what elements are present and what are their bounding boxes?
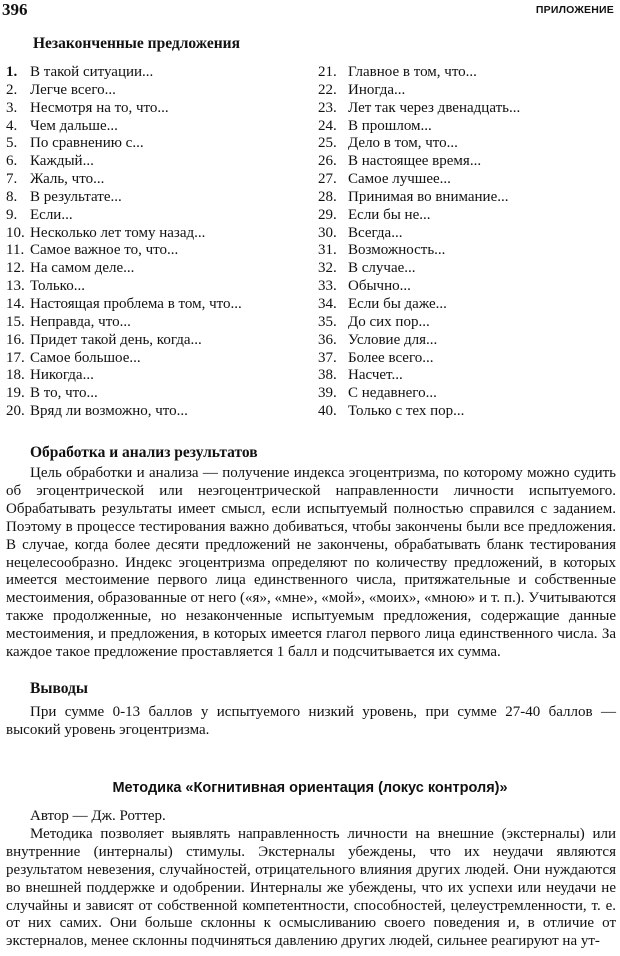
sentence-number: 39. [318,385,337,402]
sentence-item [318,242,614,260]
sentence-item [6,278,306,296]
sentence-text: Вряд ли возможно, что... [30,403,188,420]
sentence-item [318,278,614,296]
sentence-text: Более всего... [348,349,434,366]
sentence-number: 19. [6,385,25,402]
sentence-text: Самое большое... [30,349,141,366]
sentence-item [6,296,306,314]
sentence-number: 30. [318,224,337,241]
sentence-text: В прошлом... [348,117,432,134]
sentence-number: 29. [318,206,337,223]
sentence-text: Только с тех пор... [348,403,465,420]
sentence-item [318,153,614,171]
sentence-number: 11. [6,242,25,259]
sentence-text: Дело в том, что... [348,135,458,152]
sentence-number: 26. [318,153,337,170]
sentence-list-right [318,64,614,421]
sentence-item [6,350,306,368]
sentence-item [6,64,306,82]
sentence-number: 32. [318,260,337,277]
sentence-item [6,260,306,278]
method-author: Автор — Дж. Роттер. [30,808,166,824]
sentence-number: 35. [318,313,337,330]
sentence-number: 1. [6,64,18,80]
processing-text: Цель обработки и анализа — получение индекса эгоцентризма, по которому можно судить об эгоцентрической или неэгоцентрической направленности личности испытуемого. Обрабатывать результаты имеет смысл, если испытуемый полностью справился с заданием. Поэтому в процессе тестирования важно добиваться, чтобы закончены были все предложения. В случае, когда более десяти предложений не закончены, обрабатывать бланк тестирования нецелесообразно. Индекс эгоцентризма определяют по количеству предложений, в которых имеется местоимение первого лица единственного числа, притяжательные и собственные местоимения, образованные от него («я», «мне», «мой», «моих», «мною» и т. п.). Учитываются также продолженные, но незаконченные испытуемым предложения, содержащие данные местоимения, и предложения, в которых имеется глагол первого лица единственного числа. За каждое такое предложение проставляется 1 балл и подсчитывается их сумма. [6,465,616,661]
sentence-number: 31. [318,242,337,259]
sentence-text: Если бы не... [348,206,431,223]
sentence-number: 25. [318,135,337,152]
sentence-text: Придет такой день, когда... [30,331,202,348]
sentence-text: Условие для... [348,331,438,348]
sentence-item [318,296,614,314]
sentence-text: Несмотря на то, что... [30,99,169,116]
sentence-number: 34. [318,295,337,312]
sentence-text: На самом деле... [30,260,135,277]
sentence-item [318,260,614,278]
sentence-text: До сих пор... [348,313,430,330]
sentence-number: 37. [318,349,337,366]
sentence-number: 5. [6,135,18,152]
sentence-number: 17. [6,349,25,366]
sentence-text: Неправда, что... [30,313,131,330]
sentence-number: 22. [318,81,337,98]
sentence-number: 27. [318,171,337,188]
sentence-text: С недавнего... [348,385,437,402]
sentence-text: Главное в том, что... [348,64,477,80]
sentence-item [318,403,614,421]
sentence-item [6,100,306,118]
sentence-number: 33. [318,278,337,295]
sentence-text: По сравнению с... [30,135,144,152]
sentence-text: Никогда... [30,367,94,384]
sentence-number: 20. [6,403,25,420]
sentence-list-left [6,64,306,421]
sentence-text: Настоящая проблема в том, что... [30,295,242,312]
sentence-item [6,385,306,403]
sentence-item [6,189,306,207]
sentence-item [318,189,614,207]
sentence-number: 13. [6,278,25,295]
sentence-text: Легче всего... [30,81,116,98]
sentence-text: Обычно... [348,278,411,295]
sentence-text: Самое важное то, что... [30,242,179,259]
sentence-number: 36. [318,331,337,348]
sentence-text: Всегда... [348,224,403,241]
sentence-text: Несколько лет тому назад... [30,224,206,241]
method-title: Методика «Когнитивная ориентация (локус контроля)» [112,780,508,796]
sentence-item [6,314,306,332]
sentence-number: 10. [6,224,25,241]
sentence-text: Жаль, что... [30,171,105,188]
sentence-item [318,225,614,243]
sentence-number: 2. [6,81,18,98]
sentence-number: 28. [318,188,337,205]
sentence-text: Иногда... [348,81,406,98]
sentence-text: Самое лучшее... [348,171,451,188]
sentence-item [6,153,306,171]
sentence-number: 23. [318,99,337,116]
page-number: 396 [2,0,28,19]
sentence-number: 8. [6,188,18,205]
sentence-item [6,135,306,153]
section-title-processing: Обработка и анализ результатов [30,444,258,461]
sentence-number: 40. [318,403,337,420]
sentence-item [318,171,614,189]
section-title-conclusions: Выводы [30,680,88,697]
sentence-text: Принимая во внимание... [348,188,509,205]
sentence-item [6,332,306,350]
sentence-item [318,332,614,350]
sentence-item [6,225,306,243]
sentence-number: 24. [318,117,337,134]
sentence-item [318,100,614,118]
sentence-number: 14. [6,295,25,312]
sentence-number: 18. [6,367,25,384]
sentence-item [318,82,614,100]
sentence-item [318,350,614,368]
sentence-number: 16. [6,331,25,348]
sentence-text: Каждый... [30,153,94,170]
sentence-item [318,207,614,225]
sentence-text: Если бы даже... [348,295,447,312]
method-paragraph [6,808,616,951]
sentence-text: Возможность... [348,242,446,259]
sentence-number: 21. [318,64,337,80]
sentence-item [318,64,614,82]
sentence-item [6,242,306,260]
method-text: Методика позволяет выявлять направленность личности на внешние (экстерналы) или внутренние (интерналы) стимулы. Экстерналы убеждены, что их неудачи являются результатом невезения, случайностей, отрицательного влияния других людей. Они нуждаются во внешней поддержке и одобрении. Интерналы же убеждены, что их успехи или неудачи не случайны и зависят от собственной компетентности, способностей, целеустремленности, т. е. от них самих. Они больше склонны к осмысливанию своего поведения и, в отличие от экстерналов, менее склонны подчиняться давлению других людей, сильнее реагируют на ут- [6,825,616,950]
sentence-text: В настоящее время... [348,153,482,170]
sentence-text: Лет так через двенадцать... [348,99,521,116]
processing-paragraph [6,465,616,662]
sentence-item [318,135,614,153]
sentence-text: Чем дальше... [30,117,118,134]
sentence-number: 3. [6,99,18,116]
sentence-text: В такой ситуации... [30,64,154,80]
sentence-text: Если... [30,206,73,223]
sentence-number: 12. [6,260,25,277]
running-title: ПРИЛОЖЕНИЕ [535,4,614,16]
sentence-text: В случае... [348,260,416,277]
page-header [0,0,620,20]
sentence-text: Только... [30,278,85,295]
sentence-item [6,171,306,189]
sentence-text: В результате... [30,188,122,205]
conclusions-text: При сумме 0-13 баллов у испытуемого низкий уровень, при сумме 27-40 баллов — высокий уровень эгоцентризма. [6,704,616,738]
sentence-item [6,367,306,385]
sentence-number: 9. [6,206,18,223]
sentence-text: В то, что... [30,385,98,402]
sentence-item [6,82,306,100]
sentence-item [318,118,614,136]
sentence-number: 7. [6,171,18,188]
sentence-item [6,207,306,225]
sentence-item [318,385,614,403]
section-title-incomplete-sentences: Незаконченные предложения [33,35,240,52]
sentence-number: 38. [318,367,337,384]
sentence-item [6,403,306,421]
sentence-item [318,314,614,332]
sentence-number: 15. [6,313,25,330]
sentence-text: Насчет... [348,367,403,384]
sentence-item [6,118,306,136]
sentence-number: 4. [6,117,18,134]
sentence-item [318,367,614,385]
sentence-number: 6. [6,153,18,170]
conclusions-paragraph [6,704,616,740]
